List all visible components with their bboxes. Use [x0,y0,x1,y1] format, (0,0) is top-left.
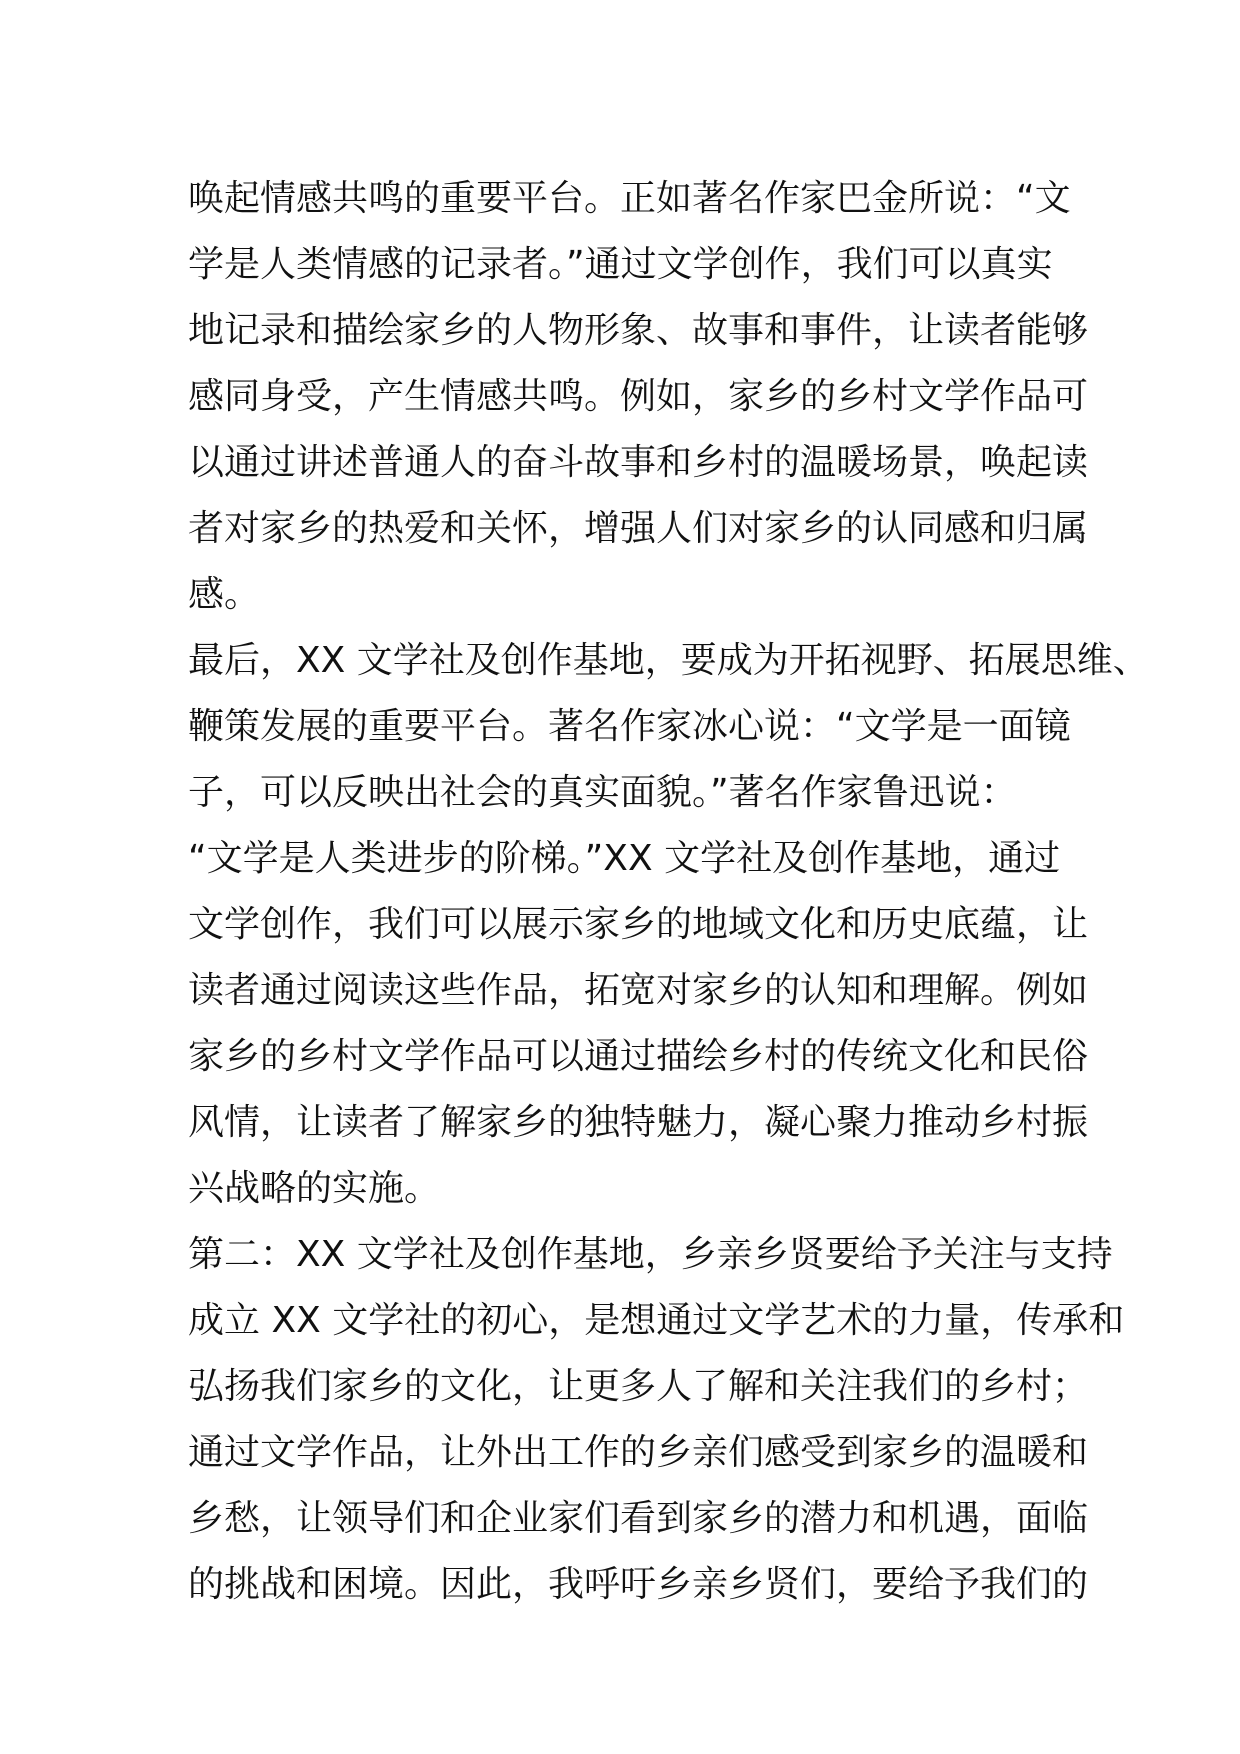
text-line: 风情，让读者了解家乡的独特魅力，凝心聚力推动乡村振 [188,1102,1089,1143]
text-line: 弘扬我们家乡的文化，让更多人了解和关注我们的乡村； [188,1366,1089,1407]
text-line: 唤起情感共鸣的重要平台。正如著名作家巴金所说：“文 [188,178,1071,219]
text-line: 者对家乡的热爱和关怀，增强人们对家乡的认同感和归属 [188,508,1089,549]
text-line: 学是人类情感的记录者。”通过文学创作，我们可以真实 [188,244,1053,285]
text-line: 成立 XX 文学社的初心，是想通过文学艺术的力量，传承和 [188,1300,1125,1341]
text-line: 读者通过阅读这些作品，拓宽对家乡的认知和理解。例如 [188,970,1089,1011]
text-line: 文学创作，我们可以展示家乡的地域文化和历史底蕴，让 [188,904,1089,945]
text-line: 乡愁，让领导们和企业家们看到家乡的潜力和机遇，面临 [188,1498,1089,1539]
text-line: 感同身受，产生情感共鸣。例如，家乡的乡村文学作品可 [188,376,1089,417]
text-line: “文学是人类进步的阶梯。”XX 文学社及创作基地，通过 [188,838,1061,879]
text-line: 以通过讲述普通人的奋斗故事和乡村的温暖场景，唤起读 [188,442,1089,483]
text-line: 最后，XX 文学社及创作基地，要成为开拓视野、拓展思维、 [188,640,1149,681]
text-line: 鞭策发展的重要平台。著名作家冰心说：“文学是一面镜 [188,706,1071,747]
text-line: 的挑战和困境。因此，我呼吁乡亲乡贤们，要给予我们的 [188,1564,1089,1605]
text-line: 家乡的乡村文学作品可以通过描绘乡村的传统文化和民俗 [188,1036,1089,1077]
text-line: 兴战略的实施。 [188,1168,441,1209]
text-line: 通过文学作品，让外出工作的乡亲们感受到家乡的温暖和 [188,1432,1089,1473]
text-line: 第二：XX 文学社及创作基地，乡亲乡贤要给予关注与支持 [188,1234,1113,1275]
text-line: 感。 [188,574,261,615]
text-line: 子，可以反映出社会的真实面貌。”著名作家鲁迅说： [188,772,1017,813]
body-text [188,166,1149,1618]
text-line: 地记录和描绘家乡的人物形象、故事和事件，让读者能够 [188,310,1089,351]
